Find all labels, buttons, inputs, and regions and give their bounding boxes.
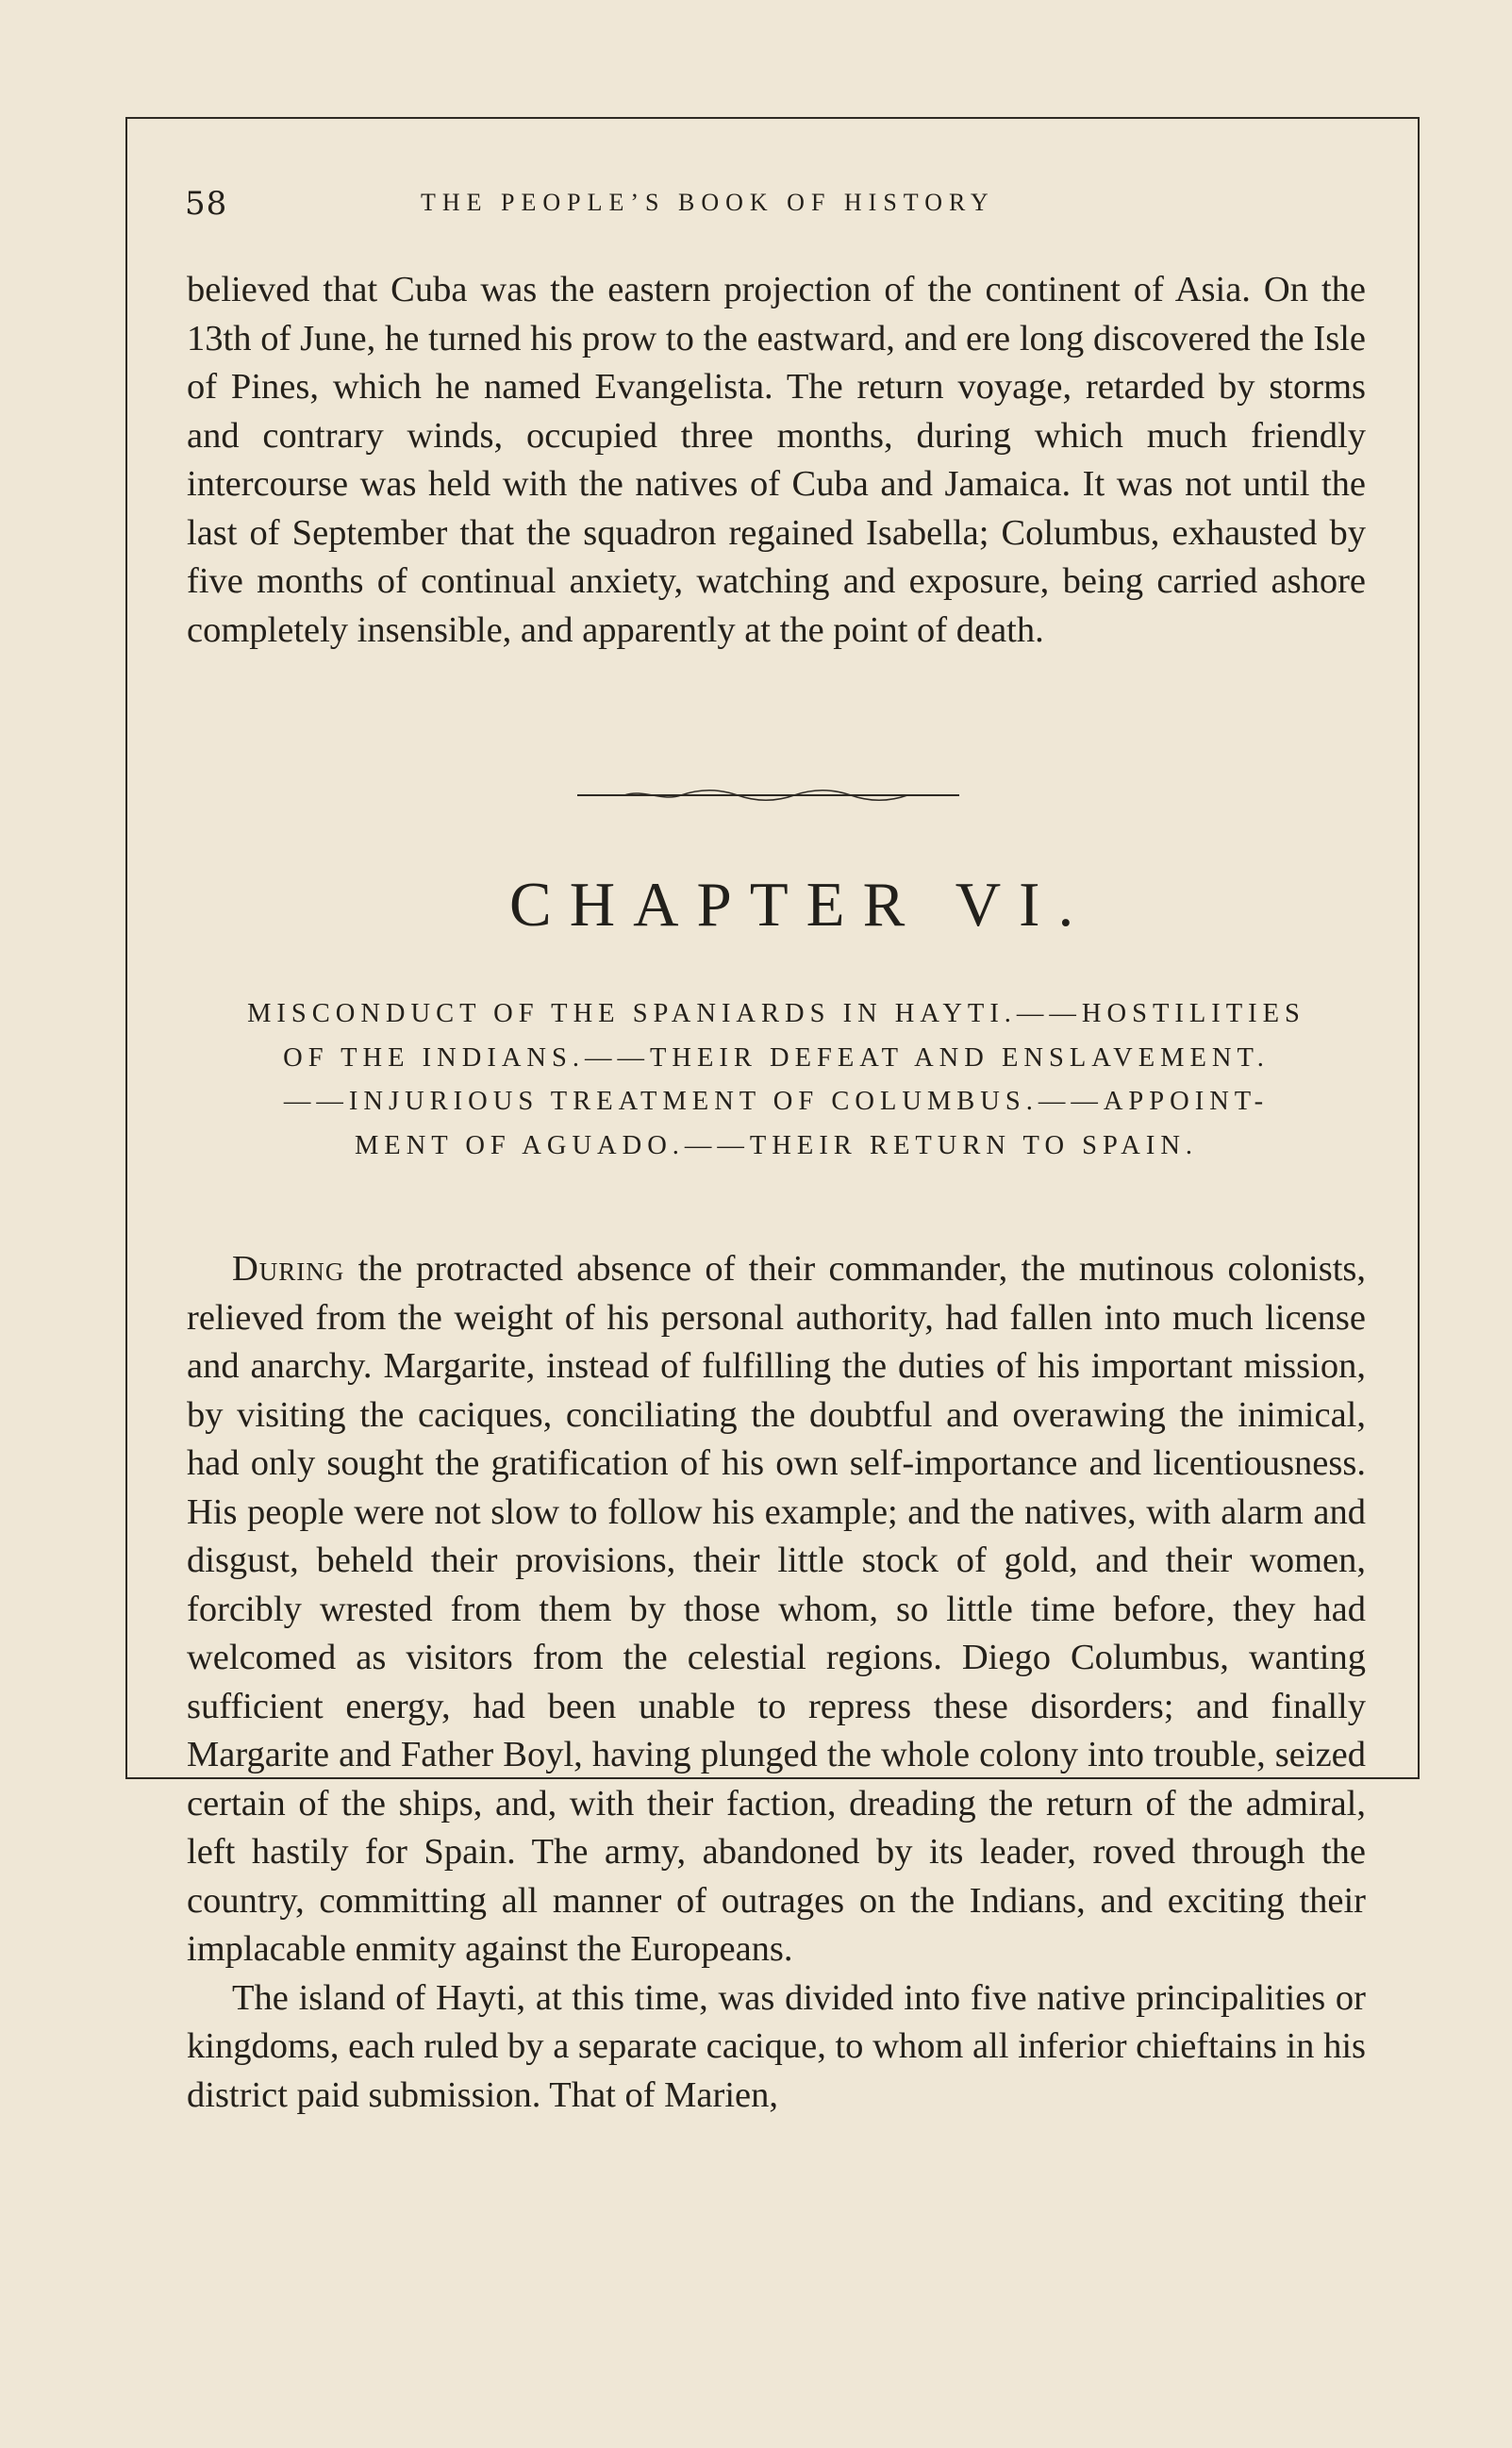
intro-paragraph: believed that Cuba was the eastern projection of the continent of Asia. On the 13th of June, he turned his prow to the eastward, and ere long discovered the Isle of Pines, which he named Evangelista. The return voyage, retarded by storms and contrary winds, occupied three months, during which much friendly intercourse was held with the natives of Cuba and Jamaica. It was not until the last of September that the squadron regained Isabella; Columbus, exhausted by five months of continual anxiety, watching and exposure, being carried ashore completely insensible, and apparently at the point of death. [187,270,1366,650]
body-paragraph-one-text: the protracted absence of their commander, the mutinous colonists, relieved from the weight of his personal authority, had fallen into much license and anarchy. Margarite, instead of fulfilling the duties of his important mission, by visiting the caciques, conciliating the doubtful and overawing the inimical, had only sought the gratification of his own self-importance and licentiousness. His people were not slow to follow his example; and the natives, with alarm and disgust, beheld their provisions, their little stock of gold, and their women, forcibly wrested from them by those whom, so little time before, they had welcomed as visitors from the celestial regions. Diego Columbus, wanting sufficient energy, had been unable to repress these disorders; and finally Margarite and Father Boyl, having plunged the whole colony into trouble, seized certain of the ships, and, with their faction, dreading the return of the admiral, left hastily for Spain. The army, abandoned by its leader, roved through the country, committing all manner of outrages on the Indians, and exciting their implacable enmity against the Europeans. [187,1249,1366,1969]
chapter-title: CHAPTER VI. [509,870,1092,940]
opening-word: During [232,1249,345,1289]
chapter-body-text [187,1245,1366,2120]
body-paragraph-two: The island of Hayti, at this time, was divided into five native principalities or kingdoms, each ruled by a separate cacique, to whom all inferior chieftains in his district paid submission. That of Marien, [187,1977,1366,2115]
ornamental-rule [577,788,959,803]
body-paragraph-one [187,1245,1366,1974]
running-head: THE PEOPLE’S BOOK OF HISTORY [421,189,995,216]
chapter-summary-line: MENT OF AGUADO.——THEIR RETURN TO SPAIN. [354,1130,1199,1160]
chapter-summary-line: OF THE INDIANS.——THEIR DEFEAT AND ENSLAVEMENT. [283,1042,1270,1073]
chapter-summary-line: MISCONDUCT OF THE SPANIARDS IN HAYTI.——HOSTILITIES [247,999,1305,1028]
intro-text-block [187,266,1366,655]
chapter-summary-line: ——INJURIOUS TREATMENT OF COLUMBUS.——APPOINT- [283,1087,1270,1116]
chapter-summary [187,992,1366,1168]
page-number: 58 [185,185,228,223]
page-header [185,185,1364,232]
